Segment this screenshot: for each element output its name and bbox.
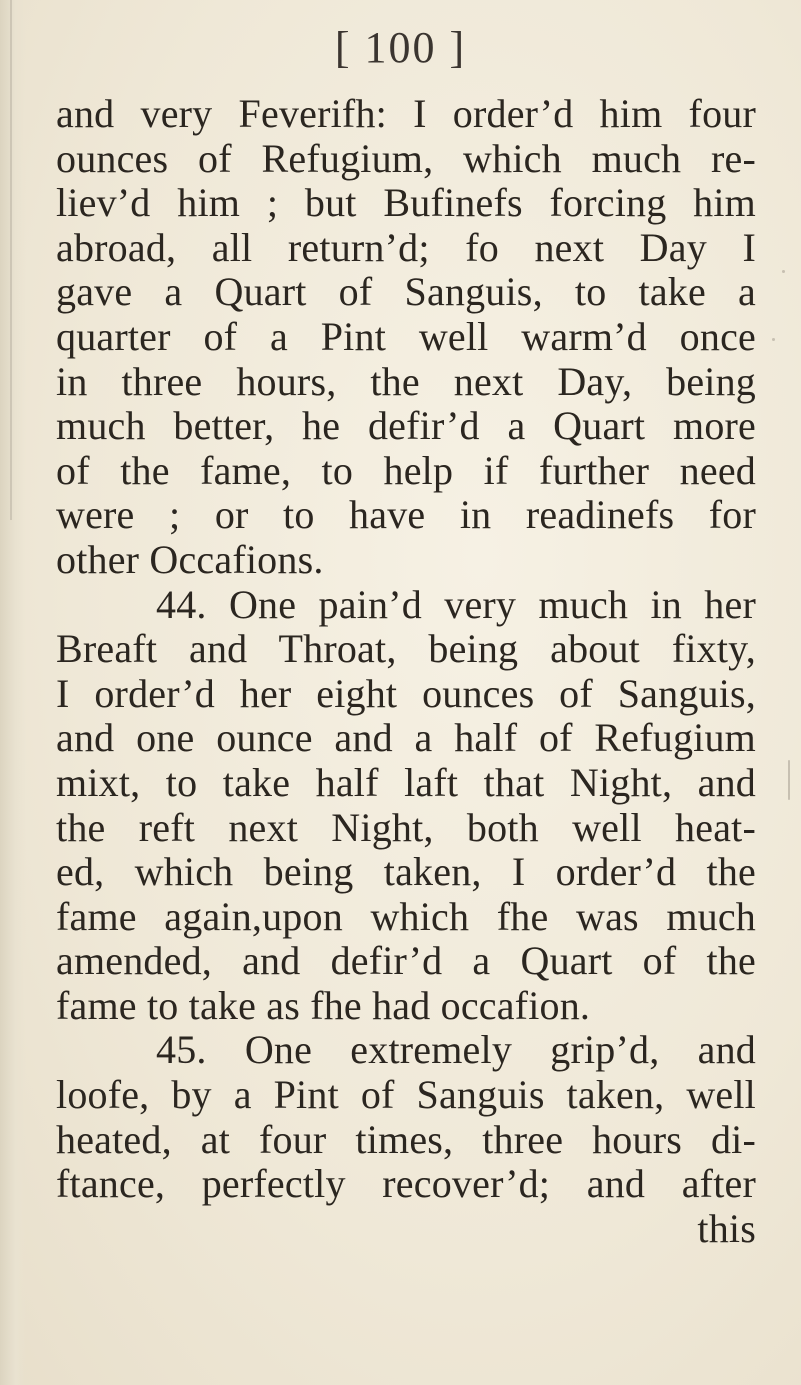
paper-mark (788, 760, 790, 800)
text-line: abroad, all return’d; fo next Day I (56, 224, 756, 270)
text-line: of the fame, to help if further need (56, 447, 756, 493)
text-line: fame again,upon which fhe was much (56, 893, 756, 939)
text-line: ed, which being taken, I order’d the (56, 849, 756, 895)
paper-speck (772, 338, 775, 341)
text-line: heated, at four times, three hours di- (56, 1116, 756, 1162)
paragraph-start-44: 44. One pain’d very much in her (156, 581, 756, 627)
text-line: in three hours, the next Day, being (56, 358, 756, 404)
text-line: and very Feverifh: I order’d him four (56, 91, 756, 136)
catchword: this (697, 1205, 756, 1251)
text-line: other Occafions. (56, 536, 324, 582)
page-gutter (0, 0, 26, 1385)
text-line: ftance, perfectly recover’d; and after (56, 1161, 756, 1207)
text-line: gave a Quart of Sanguis, to take a (56, 269, 756, 315)
paper-speck (782, 270, 785, 273)
text-line: were ; or to have in readinefs for (56, 492, 756, 538)
body-text (56, 92, 756, 1251)
text-line: fame to take as fhe had occafion. (56, 982, 591, 1028)
page-number-header: [ 100 ] (334, 23, 467, 72)
text-line: liev’d him ; but Bufinefs forcing him (56, 180, 756, 226)
page-fold-line (10, 0, 12, 520)
text-line: much better, he defir’d a Quart more (56, 403, 756, 449)
text-line: and one ounce and a half of Refugium (56, 715, 756, 761)
text-line: amended, and defir’d a Quart of the (56, 938, 756, 984)
text-line: I order’d her eight ounces of Sanguis, (56, 670, 756, 716)
text-line: Breaft and Throat, being about fixty, (56, 626, 756, 672)
paragraph-start-45: 45. One extremely grip’d, and (156, 1027, 756, 1073)
text-line: the reft next Night, both well heat- (56, 804, 756, 850)
text-line: mixt, to take half laft that Night, and (56, 759, 756, 805)
text-line: quarter of a Pint well warm’d once (56, 313, 756, 359)
text-line: loofe, by a Pint of Sanguis taken, well (56, 1072, 756, 1118)
text-line: ounces of Refugium, which much re- (56, 135, 756, 181)
